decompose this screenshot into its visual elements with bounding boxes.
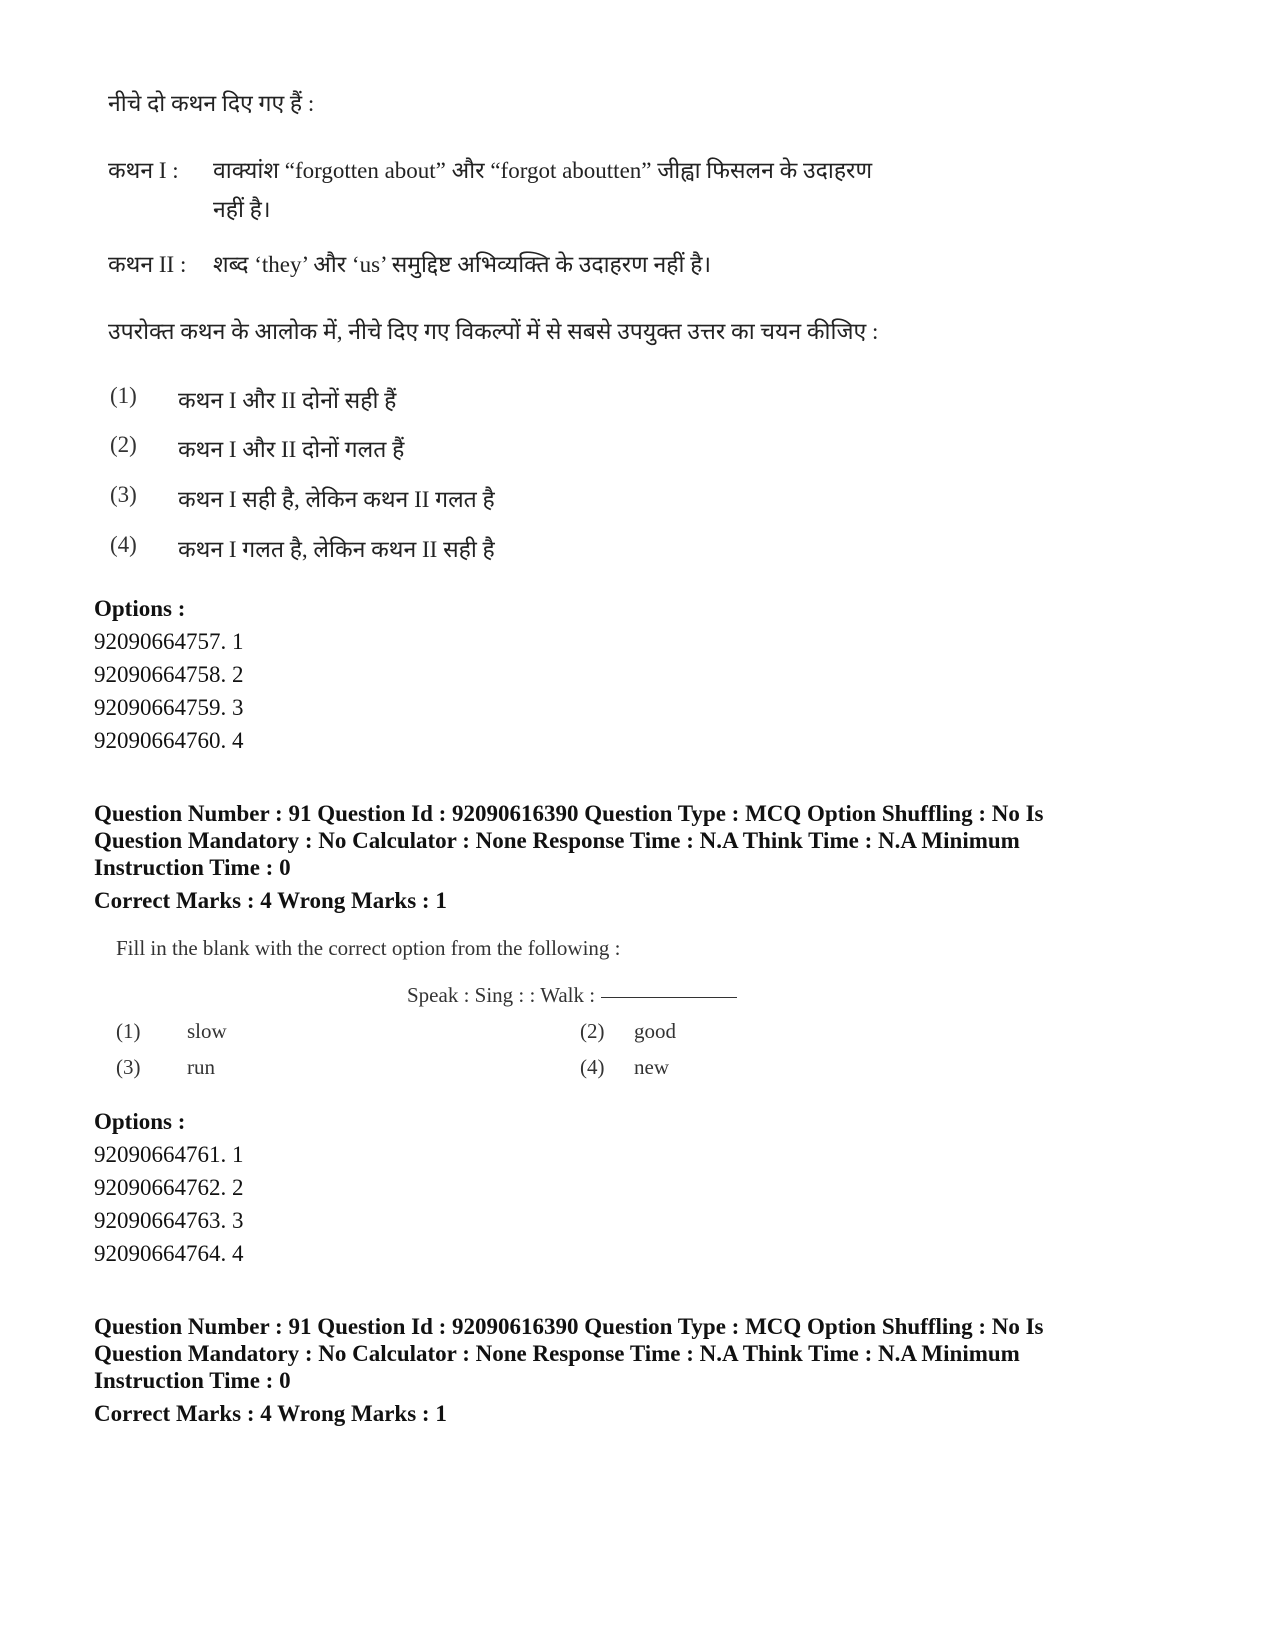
choice-3-text: कथन I सही है, लेकिन कथन II गलत है [178,487,495,512]
question-meta-1 [94,800,1214,914]
choice-1-text: कथन I और II दोनों सही हैं [178,388,397,413]
choice-2-text: good [634,1019,676,1043]
options-heading: Options : [94,1109,186,1134]
statement-1-line-1: वाक्यांश “forgotten about” और “forgot aboutten” जीह्वा फिसलन के उदाहरण [213,158,873,183]
choice-2-number: (2) [110,432,137,457]
option-id-item: 92090664760. 4 [94,728,244,753]
question-meta-line-2: Question Mandatory : No Calculator : None Response Time : N.A Think Time : N.A Minimum [94,828,1020,853]
statement-2-text: शब्द ‘they’ और ‘us’ समुद्दिष्ट अभिव्यक्ति के उदाहरण नहीं है। [213,252,712,277]
options-heading: Options : [94,596,186,621]
choice-2-number: (2) [580,1019,605,1043]
option-id-item: 92090664758. 2 [94,662,244,687]
option-id-list [94,625,244,757]
choice-3-number: (3) [110,482,137,507]
choice-1-number: (1) [110,383,137,408]
choice-1-number: (1) [116,1019,141,1043]
choice-3-text: run [187,1055,215,1079]
answer-blank [601,997,737,998]
option-id-item: 92090664761. 1 [94,1142,244,1167]
statements-intro: नीचे दो कथन दिए गए हैं : [108,91,315,116]
option-id-item: 92090664762. 2 [94,1175,244,1200]
question-meta-line-2: Question Mandatory : No Calculator : None Response Time : N.A Think Time : N.A Minimum [94,1341,1020,1366]
analogy-line [407,983,737,1008]
marks-line: Correct Marks : 4 Wrong Marks : 1 [94,888,447,913]
option-id-item: 92090664759. 3 [94,695,244,720]
choice-4-number: (4) [580,1055,605,1079]
question-meta-2 [94,1313,1214,1427]
option-id-item: 92090664757. 1 [94,629,244,654]
option-id-item: 92090664763. 3 [94,1208,244,1233]
choice-4-text: new [634,1055,669,1079]
question-meta-line-1: Question Number : 91 Question Id : 92090616390 Question Type : MCQ Option Shuffling : No Is [94,801,1044,826]
statement-1-label: कथन I : [108,158,179,183]
choice-4-number: (4) [110,532,137,557]
options-section-1 [94,594,244,757]
choice-1-text: slow [187,1019,227,1043]
statement-1-line-2: नहीं है। [213,197,271,222]
option-id-item: 92090664764. 4 [94,1241,244,1266]
marks-line: Correct Marks : 4 Wrong Marks : 1 [94,1401,447,1426]
analogy-text: Speak : Sing : : Walk : [407,983,596,1007]
question-meta-line-3: Instruction Time : 0 [94,855,291,880]
option-id-list [94,1138,244,1270]
choice-3-number: (3) [116,1055,141,1079]
question-meta-line-3: Instruction Time : 0 [94,1368,291,1393]
options-section-2 [94,1107,244,1270]
question-meta-line-1: Question Number : 91 Question Id : 92090616390 Question Type : MCQ Option Shuffling : No Is [94,1314,1044,1339]
choose-instruction: उपरोक्त कथन के आलोक में, नीचे दिए गए विकल्पों में से सबसे उपयुक्त उत्तर का चयन कीजिए : [108,319,879,344]
statement-2-label: कथन II : [108,252,187,277]
choice-2-text: कथन I और II दोनों गलत हैं [178,437,405,462]
choice-4-text: कथन I गलत है, लेकिन कथन II सही है [178,537,495,562]
fill-blank-instruction: Fill in the blank with the correct option from the following : [116,936,621,960]
